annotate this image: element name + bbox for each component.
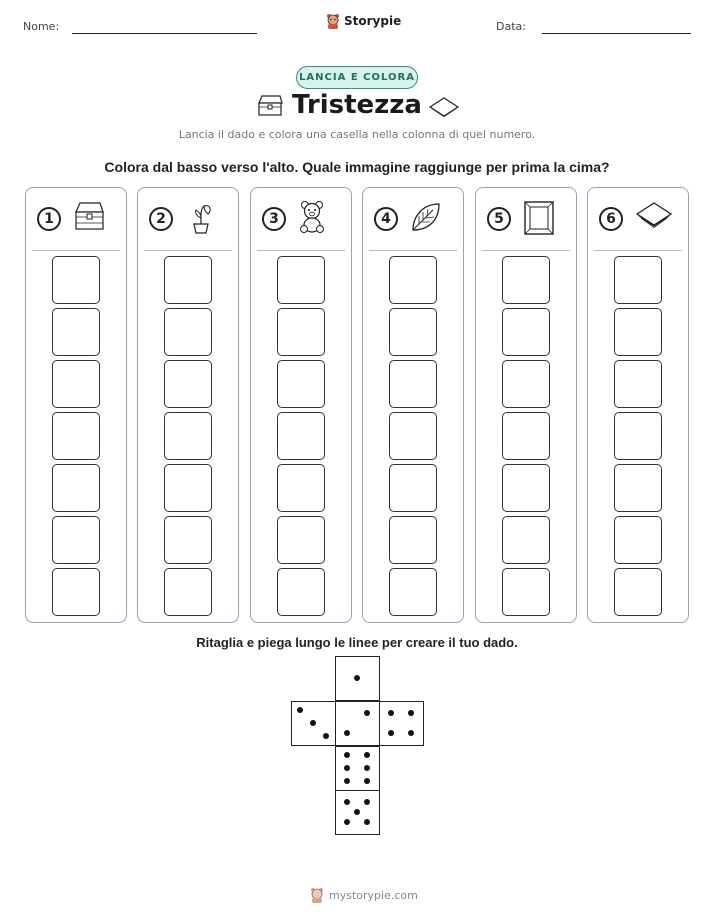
die-pip (364, 710, 370, 716)
color-cell[interactable] (614, 412, 662, 460)
die-pip (323, 733, 329, 739)
die-pip (364, 752, 370, 758)
column-divider (257, 250, 345, 251)
die-pip (310, 720, 316, 726)
color-cell[interactable] (614, 464, 662, 512)
die-face-3 (291, 701, 336, 746)
wilted-flower-icon (184, 200, 218, 239)
column-header (138, 200, 238, 240)
die-pip (408, 730, 414, 736)
column-1 (25, 187, 127, 623)
column-divider (482, 250, 570, 251)
color-cell[interactable] (277, 568, 325, 616)
footer-url: mystorypie.com (329, 888, 418, 902)
leaf-icon (409, 200, 443, 239)
color-cell[interactable] (614, 308, 662, 356)
column-divider (369, 250, 457, 251)
page-title: Tristezza (292, 90, 422, 120)
column-divider (594, 250, 682, 251)
teddy-bear-icon (297, 200, 327, 239)
color-cell[interactable] (52, 256, 100, 304)
color-cell[interactable] (277, 516, 325, 564)
die-face-6 (335, 746, 380, 791)
column-header (26, 200, 126, 240)
color-cell[interactable] (502, 464, 550, 512)
die-pip (364, 778, 370, 784)
color-cell[interactable] (502, 360, 550, 408)
color-cell[interactable] (614, 360, 662, 408)
subtitle: Lancia il dado e colora una casella nella colonna di quel numero. (178, 128, 536, 141)
column-number: 2 (149, 207, 173, 231)
bear-logo-icon (326, 13, 340, 29)
die-pip (388, 730, 394, 736)
die-pip (364, 799, 370, 805)
color-cell[interactable] (52, 308, 100, 356)
cut-instruction: Ritaglia e piega lungo le linee per creare il tuo dado. (196, 635, 518, 650)
color-cell[interactable] (502, 412, 550, 460)
brand-name: Storypie (344, 14, 402, 28)
column-header (363, 200, 463, 240)
game-badge: LANCIA E COLORA (296, 66, 418, 89)
die-pip (344, 765, 350, 771)
column-header (476, 200, 576, 240)
die-pip (388, 710, 394, 716)
column-number: 3 (262, 207, 286, 231)
footer (310, 887, 418, 903)
color-cell[interactable] (277, 464, 325, 512)
brand-logo (326, 13, 401, 29)
column-number: 4 (374, 207, 398, 231)
color-cell[interactable] (389, 464, 437, 512)
column-header (251, 200, 351, 240)
color-cell[interactable] (502, 568, 550, 616)
column-2 (137, 187, 239, 623)
die-pip (344, 799, 350, 805)
color-cell[interactable] (164, 568, 212, 616)
die-pip (344, 752, 350, 758)
die-face-5 (335, 790, 380, 835)
color-cell[interactable] (164, 360, 212, 408)
napkin-icon (634, 200, 674, 235)
die-pip (354, 675, 360, 681)
column-divider (32, 250, 120, 251)
bear-logo-icon (310, 887, 324, 903)
color-cell[interactable] (389, 568, 437, 616)
die-pip (344, 778, 350, 784)
date-label: Data: (496, 20, 526, 33)
color-cell[interactable] (614, 256, 662, 304)
color-cell[interactable] (52, 516, 100, 564)
color-cell[interactable] (502, 308, 550, 356)
name-label: Nome: (23, 20, 60, 33)
color-cell[interactable] (164, 516, 212, 564)
die-pip (344, 819, 350, 825)
column-6 (587, 187, 689, 623)
color-cell[interactable] (164, 464, 212, 512)
name-line (72, 33, 257, 34)
treasure-chest-icon (72, 200, 106, 237)
color-cell[interactable] (52, 412, 100, 460)
color-cell[interactable] (277, 308, 325, 356)
color-cell[interactable] (389, 516, 437, 564)
color-cell[interactable] (389, 256, 437, 304)
column-number: 6 (599, 207, 623, 231)
die-pip (297, 707, 303, 713)
napkin-icon (428, 96, 460, 118)
date-line (542, 33, 691, 34)
die-pip (354, 809, 360, 815)
color-cell[interactable] (164, 308, 212, 356)
column-4 (362, 187, 464, 623)
color-cell[interactable] (277, 256, 325, 304)
color-cell[interactable] (52, 464, 100, 512)
color-cell[interactable] (164, 256, 212, 304)
color-cell[interactable] (52, 360, 100, 408)
column-divider (144, 250, 232, 251)
color-cell[interactable] (277, 412, 325, 460)
column-number: 5 (487, 207, 511, 231)
die-face-4 (379, 701, 424, 746)
coloring-instruction: Colora dal basso verso l'alto. Quale immagine raggiunge per prima la cima? (104, 159, 610, 175)
color-cell[interactable] (614, 516, 662, 564)
color-cell[interactable] (52, 568, 100, 616)
color-cell[interactable] (502, 256, 550, 304)
color-cell[interactable] (614, 568, 662, 616)
die-face-2 (335, 701, 380, 746)
die-pip (344, 730, 350, 736)
picture-frame-icon (522, 200, 556, 241)
die-pip (408, 710, 414, 716)
color-cell[interactable] (164, 412, 212, 460)
color-cell[interactable] (277, 360, 325, 408)
color-cell[interactable] (389, 360, 437, 408)
color-cell[interactable] (389, 308, 437, 356)
color-cell[interactable] (389, 412, 437, 460)
column-number: 1 (37, 207, 61, 231)
color-cell[interactable] (502, 516, 550, 564)
column-header (588, 200, 688, 240)
column-5 (475, 187, 577, 623)
die-pip (364, 819, 370, 825)
die-pip (364, 765, 370, 771)
die-face-1 (335, 656, 380, 701)
column-3 (250, 187, 352, 623)
